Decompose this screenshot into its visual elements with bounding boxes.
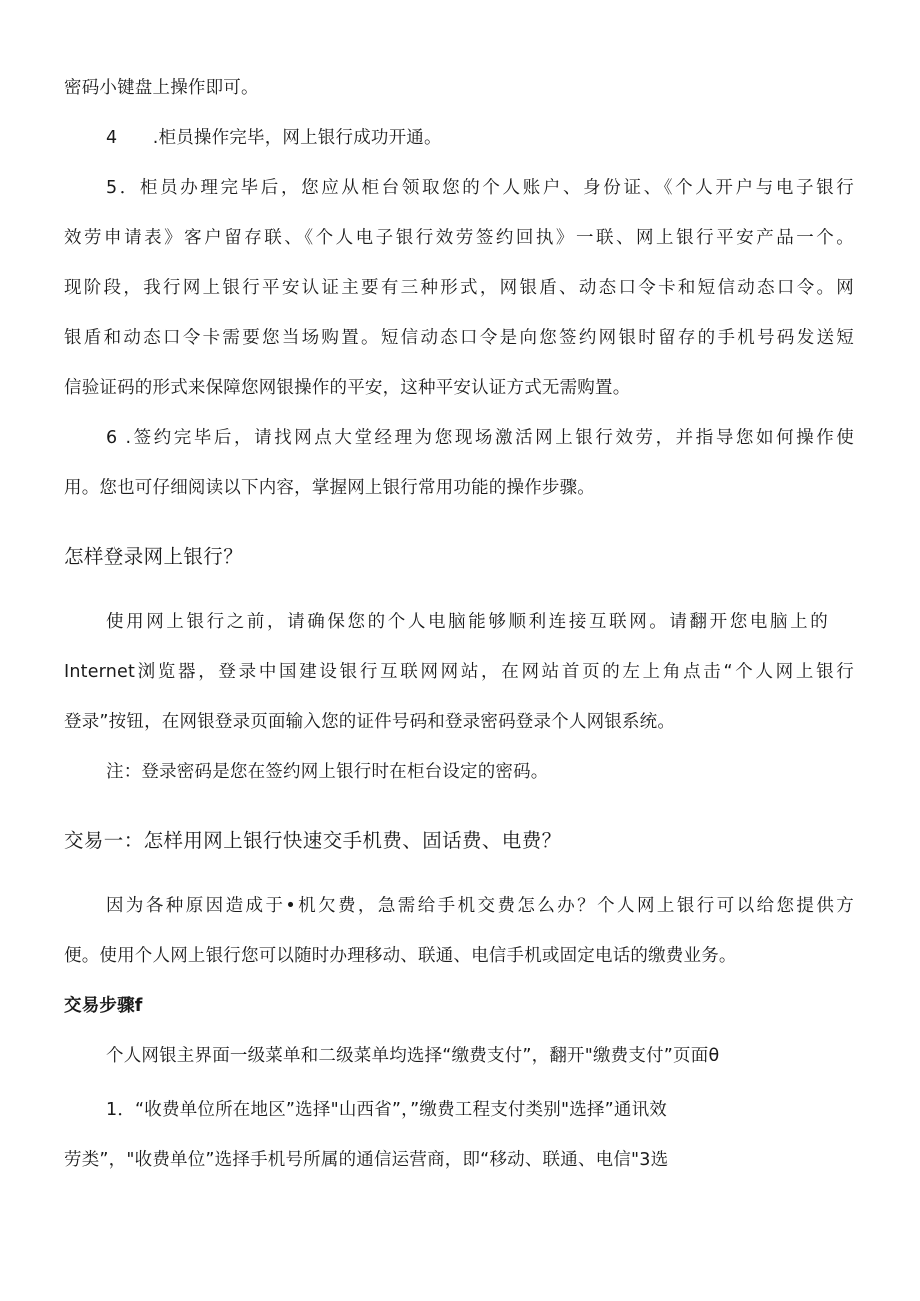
list-item-5-line-2: 效劳申请表》客户留存联、《个人电子银行效劳签约回执》一联、网上银行平安产品一个。 (64, 228, 854, 248)
text-line-1: 密码小键盘上操作即可。 (64, 78, 259, 98)
section-heading-login: 怎样登录网上银行？ (64, 545, 244, 568)
list-item-5-line-3: 现阶段，我行网上银行平安认证主要有三种形式，网银盾、动态口令卡和短信动态口令。网 (64, 278, 854, 298)
list-item-5-line-4: 银盾和动态口令卡需要您当场购置。短信动态口令是向您签约网银时留存的手机号码发送短 (64, 328, 854, 348)
transaction-para-line-2: 便。使用个人网上银行您可以随时办理移动、联通、电信手机或固定电话的缴费业务。 (64, 946, 737, 966)
step-1-line-1: 1．“收费单位所在地区”选择"山西省”，”缴费工程支付类别"选择”通讯效 (106, 1100, 668, 1120)
step-1-line-2: 劳类”，"收费单位”选择手机号所属的通信运营商，即“移动、联通、电信"3选 (64, 1150, 669, 1170)
subheading-steps: 交易步骤f (64, 996, 143, 1016)
login-para-line-3: 登录”按钮，在网银登录页面输入您的证件号码和登录密码登录个人网银系统。 (64, 712, 676, 732)
section-heading-transaction-1: 交易一：怎样用网上银行快速交手机费、固话费、电费？ (64, 829, 562, 852)
login-note: 注：登录密码是您在签约网上银行时在柜台设定的密码。 (106, 762, 549, 782)
login-para-line-1: 使用网上银行之前，请确保您的个人电脑能够顺利连接互联网。请翻开您电脑上的 (106, 612, 828, 632)
transaction-para-line-1: 因为各种原因造成于•机欠费，急需给手机交费怎么办？个人网上银行可以给您提供方 (106, 896, 854, 916)
list-item-6-line-1: 6 .签约完毕后，请找网点大堂经理为您现场激活网上银行效劳，并指导您如何操作使 (106, 428, 854, 448)
steps-intro: 个人网银主界面一级菜单和二级菜单均选择“缴费支付”，翻开"缴费支付”页面θ (106, 1046, 720, 1066)
login-para-line-2: Internet浏览器，登录中国建设银行互联网网站，在网站首页的左上角点击“个人网上银行 (64, 662, 854, 682)
list-item-6-line-2: 用。您也可仔细阅读以下内容，掌握网上银行常用功能的操作步骤。 (64, 478, 595, 498)
list-item-4: 4 .柜员操作完毕，网上银行成功开通。 (106, 128, 442, 148)
list-item-5-line-5: 信验证码的形式来保障您网银操作的平安，这种平安认证方式无需购置。 (64, 378, 631, 398)
list-item-5-line-1: 5．柜员办理完毕后，您应从柜台领取您的个人账户、身份证、《个人开户与电子银行 (106, 178, 854, 198)
